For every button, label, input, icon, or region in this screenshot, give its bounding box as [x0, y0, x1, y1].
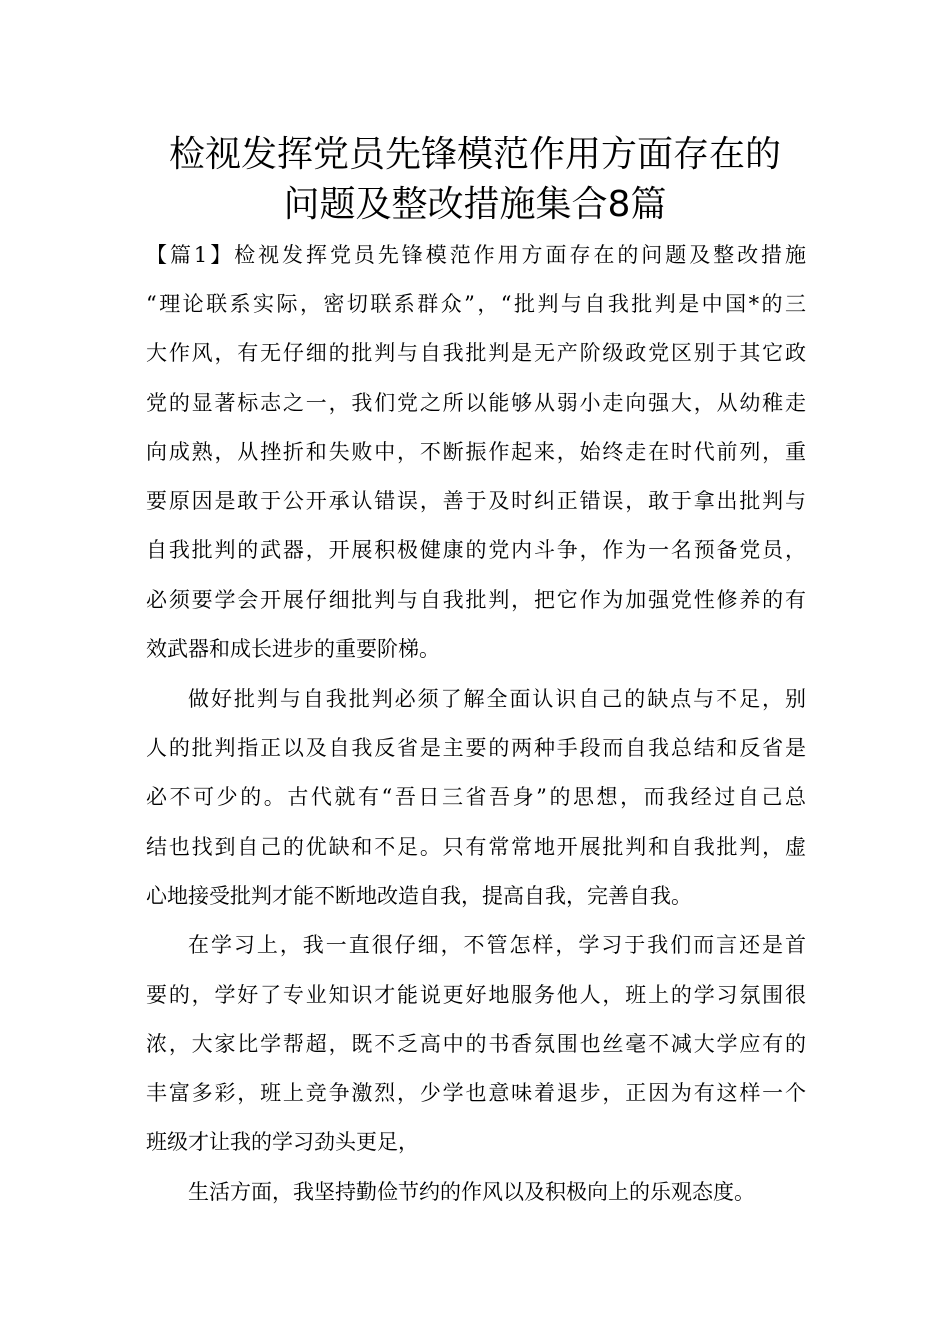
paragraph-1-line-9: 效武器和成长进步的重要阶梯。: [146, 637, 440, 661]
document-title-line-2: 问题及整改措施集合8篇: [283, 184, 667, 225]
paragraph-1-line-1: 【篇1】检视发挥党员先锋模范作用方面存在的问题及整改措施: [146, 243, 806, 267]
paragraph-1-line-6: 要原因是敢于公开承认错误，善于及时纠正错误，敢于拿出批判与: [146, 489, 806, 513]
paragraph-3-line-2: 要的，学好了专业知识才能说更好地服务他人，班上的学习氛围很: [146, 983, 806, 1007]
paragraph-1-line-5: 向成熟，从挫折和失败中，不断振作起来，始终走在时代前列，重: [146, 440, 806, 464]
paragraph-2-line-5: 心地接受批判才能不断地改造自我，提高自我，完善自我。: [146, 884, 692, 908]
paragraph-1-line-3: 大作风，有无仔细的批判与自我批判是无产阶级政党区别于其它政: [146, 341, 806, 365]
paragraph-4-line-1: 生活方面，我坚持勤俭节约的作风以及积极向上的乐观态度。: [188, 1180, 755, 1204]
paragraph-1-line-7: 自我批判的武器，开展积极健康的党内斗争，作为一名预备党员，: [146, 538, 806, 562]
paragraph-3-line-3: 浓，大家比学帮超，既不乏高中的书香氛围也丝毫不减大学应有的: [146, 1032, 806, 1056]
paragraph-2-line-3: 必不可少的。古代就有“吾日三省吾身”的思想，而我经过自己总: [146, 785, 806, 809]
paragraph-1-line-8: 必须要学会开展仔细批判与自我批判，把它作为加强党性修养的有: [146, 588, 806, 612]
paragraph-1-line-2: “理论联系实际，密切联系群众”，“批判与自我批判是中国*的三: [146, 292, 806, 316]
paragraph-3-line-5: 班级才让我的学习劲头更足，: [146, 1130, 419, 1154]
paragraph-3-line-4: 丰富多彩，班上竞争激烈，少学也意味着退步，正因为有这样一个: [146, 1081, 806, 1105]
document-title-line-1: 检视发挥党员先锋模范作用方面存在的: [168, 134, 781, 175]
paragraph-1-line-4: 党的显著标志之一，我们党之所以能够从弱小走向强大，从幼稚走: [146, 391, 806, 415]
paragraph-3-line-1: 在学习上，我一直很仔细，不管怎样，学习于我们而言还是首: [188, 933, 806, 957]
paragraph-2-line-2: 人的批判指正以及自我反省是主要的两种手段而自我总结和反省是: [146, 736, 806, 760]
paragraph-2-line-4: 结也找到自己的优缺和不足。只有常常地开展批判和自我批判，虚: [146, 835, 806, 859]
paragraph-2-line-1: 做好批判与自我批判必须了解全面认识自己的缺点与不足，别: [188, 687, 806, 711]
